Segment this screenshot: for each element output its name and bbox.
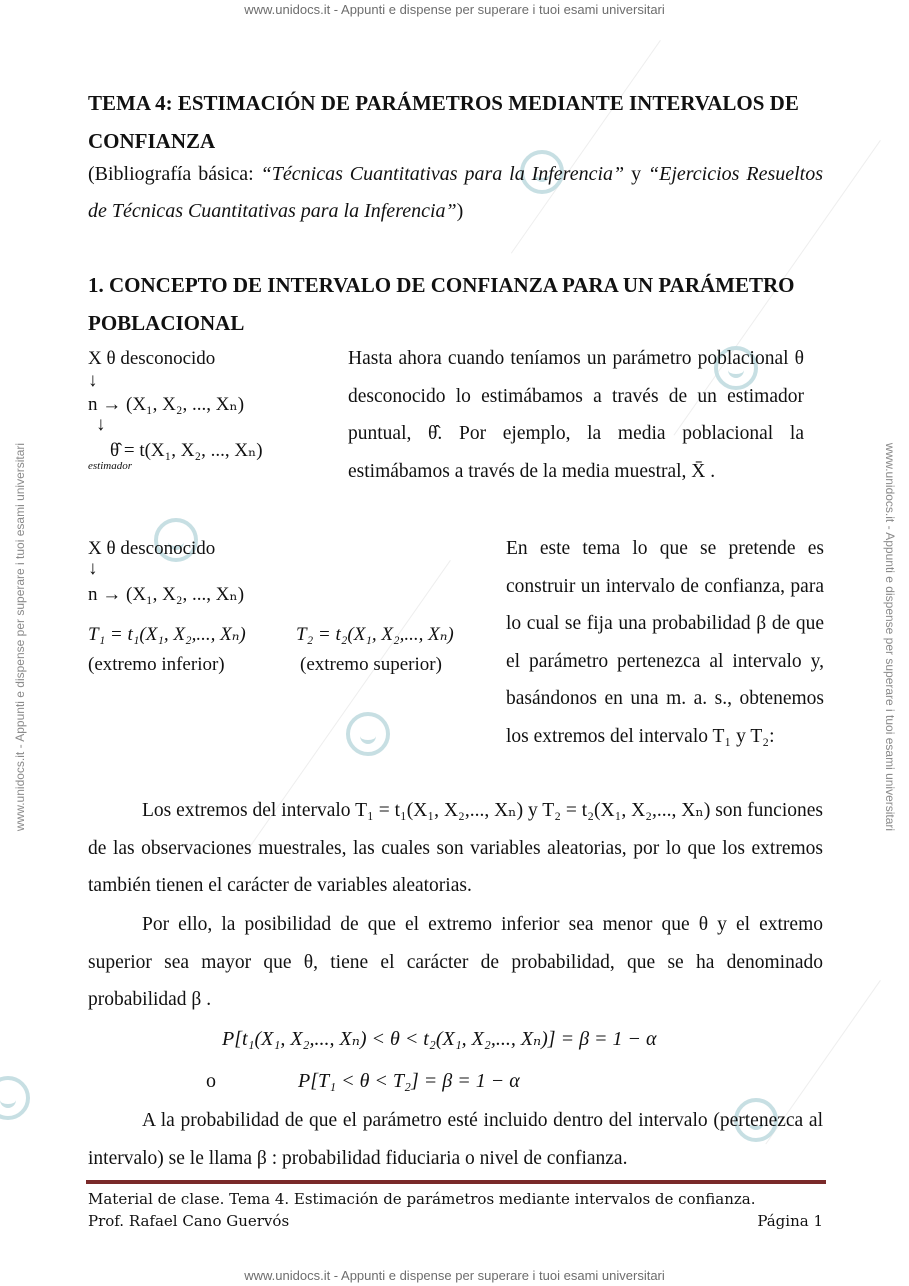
footer-rule bbox=[86, 1180, 826, 1184]
down-arrow-icon: ↓ bbox=[96, 414, 106, 435]
diagram2-line1: X θ desconocido bbox=[88, 538, 216, 559]
paragraph-3: A la probabilidad de que el parámetro esté incluido dentro del intervalo (pertenezca al intervalo) se le llama β : probabilidad fiduciaria o nivel de confianza. bbox=[88, 1110, 823, 1169]
upper-bound-label: (extremo superior) bbox=[300, 654, 442, 675]
bibliography bbox=[88, 156, 823, 230]
diagram2-line2: n → (X₁, X₂, ..., Xₙ) bbox=[88, 584, 245, 605]
text-block-2: En este tema lo que se pretende es construir un intervalo de confianza, para lo cual se fija una probabilidad β de que el parámetro pertenezca al intervalo y, basándonos en una m. a. s., obtenemos los extremos del intervalo T₁ y T₂: bbox=[506, 538, 824, 747]
down-arrow-icon: ↓ bbox=[88, 370, 98, 391]
watermark-logo-icon bbox=[0, 1076, 30, 1120]
formula-2: P[T₁ < θ < T₂] = β = 1 − α bbox=[298, 1070, 520, 1092]
page-number: Página 1 bbox=[757, 1212, 823, 1230]
estimator-label: estimador bbox=[88, 460, 132, 472]
bibliography-ref-1: “Técnicas Cuantitativas para la Inferencia” bbox=[260, 163, 625, 185]
watermark-right: www.unidocs.it - Appunti e dispense per superare i tuoi esami universitari bbox=[883, 442, 897, 832]
diagram1-line1: X θ desconocido bbox=[88, 348, 216, 369]
estimator-formula: θ̂ = t(X₁, X₂, ..., Xₙ) bbox=[110, 440, 263, 461]
lower-bound-label: (extremo inferior) bbox=[88, 654, 225, 675]
formula-1: P[t₁(X₁, X₂,..., Xₙ) < θ < t₂(X₁, X₂,..., Xₙ)] = β = 1 − α bbox=[222, 1028, 657, 1050]
footer-line-1: Material de clase. Tema 4. Estimación de parámetros mediante intervalos de confianza. bbox=[88, 1190, 756, 1208]
footer-author: Prof. Rafael Cano Guervós bbox=[88, 1212, 290, 1230]
watermark-logo-icon bbox=[346, 712, 390, 756]
watermark-top: www.unidocs.it - Appunti e dispense per superare i tuoi esami universitari bbox=[244, 2, 665, 17]
watermark-bottom: www.unidocs.it - Appunti e dispense per superare i tuoi esami universitari bbox=[244, 1268, 665, 1283]
watermark-left: www.unidocs.it - Appunti e dispense per superare i tuoi esami universitari bbox=[13, 442, 27, 832]
t2-formula: T₂ = t₂(X₁, X₂,..., Xₙ) bbox=[296, 624, 454, 645]
bibliography-suffix: ) bbox=[456, 200, 464, 222]
formula-or: o bbox=[206, 1070, 216, 1092]
text-block-1: Hasta ahora cuando teníamos un parámetro poblacional θ desconocido lo estimábamos a través de un estimador puntual, θ̂. Por ejemplo, la media poblacional la estimábamos a través de la media muestral, X̄ . bbox=[348, 348, 804, 482]
paragraph-1: Los extremos del intervalo T₁ = t₁(X₁, X₂,..., Xₙ) y T₂ = t₂(X₁, X₂,..., Xₙ) son funciones de las observaciones muestrales, las cuales son variables aleatorias, por lo que los extremos también tienen el carácter de variables aleatorias. bbox=[88, 800, 823, 896]
t1-formula: T₁ = t₁(X₁, X₂,..., Xₙ) bbox=[88, 624, 246, 645]
bibliography-ref-2: “Ejercicios Resueltos de Técnicas Cuantitativas para la Inferencia” bbox=[88, 163, 824, 222]
page-title: TEMA 4: ESTIMACIÓN DE PARÁMETROS MEDIANTE INTERVALOS DE CONFIANZA bbox=[88, 91, 799, 153]
down-arrow-icon: ↓ bbox=[88, 558, 98, 579]
paragraph-2: Por ello, la posibilidad de que el extremo inferior sea menor que θ y el extremo superior sea mayor que θ, tiene el carácter de probabilidad, que se ha denominado probabilidad β . bbox=[88, 914, 823, 1010]
section-heading: 1. CONCEPTO DE INTERVALO DE CONFIANZA PARA UN PARÁMETRO POBLACIONAL bbox=[88, 273, 795, 335]
bibliography-joiner: y bbox=[624, 163, 648, 185]
diagram1-line2: n → (X₁, X₂, ..., Xₙ) bbox=[88, 394, 245, 415]
bibliography-prefix: (Bibliografía básica: bbox=[88, 163, 261, 185]
